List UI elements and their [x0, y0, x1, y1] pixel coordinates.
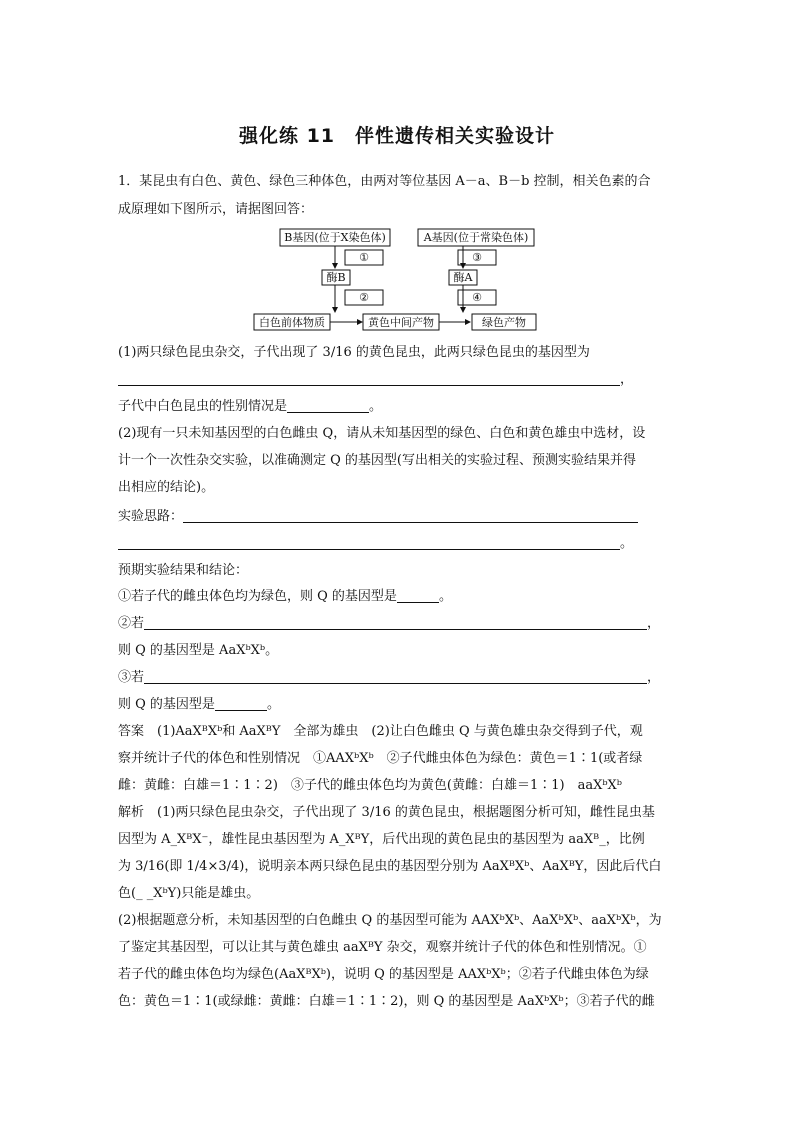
- experiment-idea-blank[interactable]: [183, 508, 638, 523]
- experiment-idea-line-2: 。: [118, 530, 680, 557]
- analysis-line-7: 若子代的雌虫体色均为绿色(AaXᴮXᵇ)，说明 Q 的基因型是 AAXᵇXᵇ；②若子代雌虫体色为绿: [118, 967, 649, 982]
- analysis-line-2: 因型为 A_XᴮX⁻，雄性昆虫基因型为 A_XᴮY，后代出现的黄色昆虫的基因型为 aaXᴮ_，比例: [118, 832, 645, 847]
- page-title: 强化练 11 伴性遗传相关实验设计: [238, 125, 556, 147]
- part1-line-1: (1)两只绿色昆虫杂交，子代出现了 3/16 的黄色昆虫，此两只绿色昆虫的基因型为: [118, 345, 590, 360]
- step-4-label: ④: [472, 291, 482, 304]
- analysis-line-4: 色(_ _XᵇY)只能是雄虫。: [118, 886, 260, 901]
- question-intro-line-1: 1．某昆虫有白色、黄色、绿色三种体色，由两对等位基因 A－a、B－b 控制，相关色素的合: [118, 174, 651, 189]
- answer-line-1: 答案 (1)AaXᴮXᵇ和 AaXᴮY 全部为雄虫 (2)让白色雌虫 Q 与黄色雄虫杂交得到子代，观: [118, 724, 643, 739]
- part1-line-2: ，: [118, 366, 680, 393]
- question-intro-line-2: 成原理如下图所示，请据图回答：: [118, 202, 314, 217]
- part2-line-3: 出相应的结论)。: [118, 480, 215, 495]
- part2-line-1: (2)现有一只未知基因型的白色雌虫 Q，请从未知基因型的绿色、白色和黄色雄虫中选材，设: [118, 426, 646, 441]
- answer-line-2: 察并统计子代的体色和性别情况 ①AAXᵇXᵇ ②子代雌虫体色为绿色：黄色＝1∶1(或者绿: [118, 751, 643, 766]
- part1-line-3: 子代中白色昆虫的性别情况是 。: [118, 399, 383, 414]
- result-3-conclusion-blank[interactable]: [215, 696, 267, 711]
- step-3-label: ③: [472, 251, 482, 264]
- experiment-idea-blank-2[interactable]: [118, 535, 620, 550]
- result-3-line: ③若 ，: [118, 670, 661, 685]
- analysis-line-1: 解析 (1)两只绿色昆虫杂交，子代出现了 3/16 的黄色昆虫，根据题图分析可知，雌性昆虫基: [118, 805, 655, 820]
- step-2-label: ②: [359, 291, 369, 304]
- result-3-conclusion: 则 Q 的基因型是 。: [118, 697, 280, 712]
- white-precursor-label: 白色前体物质: [259, 316, 325, 329]
- yellow-intermediate-label: 黄色中间产物: [368, 316, 434, 329]
- result-1-blank[interactable]: [397, 588, 439, 603]
- result-2-line: ②若 ，: [118, 616, 661, 631]
- gene-a-label: A基因(位于常染色体): [423, 231, 529, 244]
- enzyme-b-label: 酶B: [326, 271, 346, 284]
- result-1-line: ①若子代的雌虫体色均为绿色，则 Q 的基因型是 。: [118, 589, 452, 604]
- result-2-blank[interactable]: [144, 615, 647, 630]
- analysis-line-6: 了鉴定其基因型，可以让其与黄色雄虫 aaXᴮY 杂交，观察并统计子代的体色和性别情况。①: [118, 940, 647, 955]
- experiment-idea-line: 实验思路：: [118, 503, 680, 530]
- analysis-line-5: (2)根据题意分析，未知基因型的白色雌虫 Q 的基因型可能为 AAXᵇXᵇ、AaXᵇXᵇ、aaXᵇXᵇ，为: [118, 913, 662, 928]
- analysis-line-8: 色：黄色＝1∶1(或绿雌：黄雌：白雄＝1∶1∶2)，则 Q 的基因型是 AaXᵇXᵇ；③若子代的雌: [118, 994, 655, 1009]
- part2-line-2: 计一个一次性杂交实验，以准确测定 Q 的基因型(写出相关的实验过程、预测实验结果并得: [118, 453, 636, 468]
- analysis-line-3: 为 3/16(即 1/4×3/4)，说明亲本两只绿色昆虫的基因型分别为 AaXᴮXᵇ、AaXᴮY，因此后代白: [118, 859, 662, 874]
- answer-blank-1[interactable]: [118, 371, 620, 386]
- result-2-conclusion: 则 Q 的基因型是 AaXᵇXᵇ。: [118, 643, 279, 658]
- gene-b-label: B基因(位于X染色体): [284, 231, 386, 244]
- answer-blank-2[interactable]: [287, 398, 369, 413]
- step-1-label: ①: [359, 251, 369, 264]
- enzyme-a-label: 酶A: [453, 271, 473, 284]
- pigment-pathway-diagram: [250, 226, 550, 334]
- answer-line-3: 雌：黄雌：白雄＝1∶1∶2) ③子代的雌虫体色均为黄色(黄雌：白雄＝1∶1) aaXᵇXᵇ: [118, 778, 622, 793]
- green-product-label: 绿色产物: [482, 316, 526, 329]
- result-3-blank[interactable]: [144, 669, 647, 684]
- expected-results-label: 预期实验结果和结论：: [118, 563, 249, 578]
